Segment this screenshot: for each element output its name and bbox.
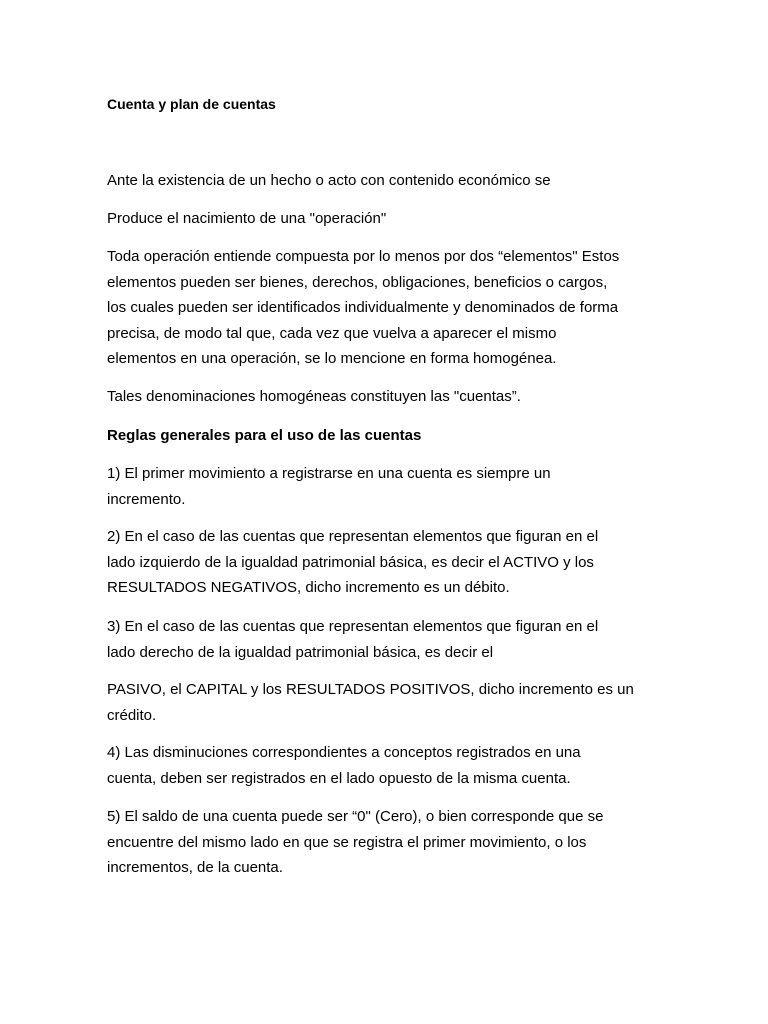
- text-line: incrementos, de la cuenta.: [107, 859, 283, 876]
- text-line: Tales denominaciones homogéneas constituyen las "cuentas”.: [107, 388, 521, 405]
- paragraph-intro: [107, 168, 667, 194]
- text-line: 1) El primer movimiento a registrarse en una cuenta es siempre un: [107, 465, 551, 482]
- text-line: 3) En el caso de las cuentas que representan elementos que figuran en el: [107, 618, 599, 635]
- text-line: crédito.: [107, 706, 157, 724]
- text-line: Ante la existencia de un hecho o acto con contenido económico se: [107, 172, 551, 189]
- rule-3-continued: [107, 677, 667, 728]
- rules-heading: Reglas generales para el uso de las cuentas: [107, 427, 422, 444]
- text-line: Toda operación entiende compuesta por lo menos por dos “elementos" Estos: [107, 248, 620, 265]
- text-line: cuenta, deben ser registrados en el lado opuesto de la misma cuenta.: [107, 769, 571, 787]
- text-line: 5) El saldo de una cuenta puede ser “0" (Cero), o bien corresponde que se: [107, 808, 604, 825]
- text-line: incremento.: [107, 490, 186, 508]
- document-title: Cuenta y plan de cuentas: [107, 96, 276, 112]
- text-line: lado izquierdo de la igualdad patrimonial básica, es decir el ACTIVO y los: [107, 553, 594, 571]
- rule-2: [107, 524, 667, 601]
- text-line: Produce el nacimiento de una "operación": [107, 210, 387, 227]
- rule-5: [107, 804, 667, 881]
- paragraph-elements: [107, 244, 667, 372]
- rule-4: [107, 740, 667, 791]
- text-line: encuentre del mismo lado en que se registra el primer movimiento, o los: [107, 833, 587, 851]
- text-line: PASIVO, el CAPITAL y los RESULTADOS POSITIVOS, dicho incremento es un: [107, 681, 634, 698]
- rule-3: [107, 614, 667, 665]
- text-line: lado derecho de la igualdad patrimonial básica, es decir el: [107, 643, 494, 661]
- text-line: elementos en una operación, se lo mencione en forma homogénea.: [107, 350, 557, 367]
- text-line: RESULTADOS NEGATIVOS, dicho incremento es un débito.: [107, 579, 510, 596]
- text-line: 4) Las disminuciones correspondientes a conceptos registrados en una: [107, 744, 581, 761]
- text-line: elementos pueden ser bienes, derechos, obligaciones, beneficios o cargos,: [107, 273, 608, 291]
- rule-1: [107, 461, 667, 512]
- text-line: precisa, de modo tal que, cada vez que vuelva a aparecer el mismo: [107, 324, 557, 342]
- text-line: 2) En el caso de las cuentas que representan elementos que figuran en el: [107, 528, 599, 545]
- paragraph-cuentas: [107, 384, 667, 410]
- text-line: los cuales pueden ser identificados individualmente y denominados de forma: [107, 299, 619, 316]
- paragraph-operation: [107, 206, 667, 232]
